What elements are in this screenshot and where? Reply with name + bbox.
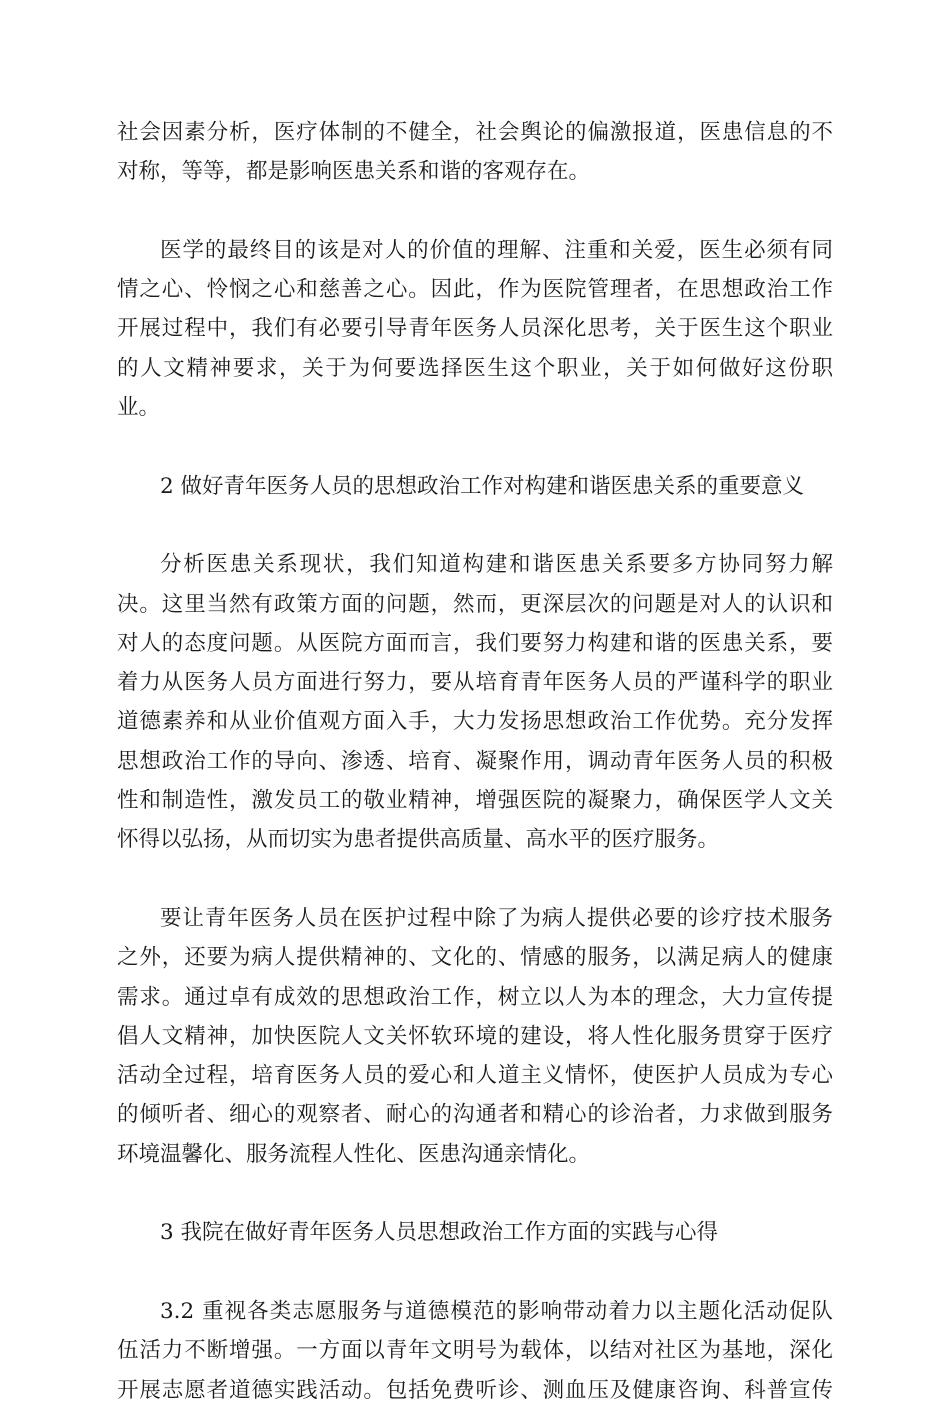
text-line: 社会因素分析，医疗体制的不健全，社会舆论的偏激报道，医患信息的不 <box>117 120 833 145</box>
text-line: 决。这里当然有政策方面的问题，然而，更深层次的问题是对人的认识和 <box>117 591 833 617</box>
section-heading-2 <box>117 467 833 506</box>
text-line: 的人文精神要求，关于为何要选择医生这个职业，关于如何做好这份职 <box>117 355 833 381</box>
text-line: 怀得以弘扬，从而切实为患者提供高质量、高水平的医疗服务。 <box>117 827 720 853</box>
text-line: 活动全过程，培育医务人员的爱心和人道主义情怀，使医护人员成为专心 <box>117 1063 833 1089</box>
text-line: 开展志愿者道德实践活动。包括免费听诊、测血压及健康咨询、科普宣传 <box>117 1377 833 1403</box>
paragraph-5 <box>117 1292 833 1410</box>
text-line: 业。 <box>117 395 161 421</box>
paragraph-2 <box>117 231 833 427</box>
text-line: 之外，还要为病人提供精神的、文化的、情感的服务，以满足病人的健康 <box>117 945 833 971</box>
paragraph-4 <box>117 899 833 1174</box>
text-line: 伍活力不断增强。一方面以青年文明号为载体，以结对社区为基地，深化 <box>117 1338 833 1364</box>
text-line: 性和制造性，激发员工的敬业精神，增强医院的凝聚力，确保医学人文关 <box>117 788 833 814</box>
text-line: 着力从医务人员方面进行努力，要从培育青年医务人员的严谨科学的职业 <box>117 670 833 696</box>
text-line: 需求。通过卓有成效的思想政治工作，树立以人为本的理念，大力宣传提 <box>117 984 833 1010</box>
paragraph-3 <box>117 545 833 859</box>
text-line: 开展过程中，我们有必要引导青年医务人员深化思考，关于医生这个职业 <box>117 316 833 342</box>
text-line: 要让青年医务人员在医护过程中除了为病人提供必要的诊疗技术服务 <box>160 905 833 931</box>
text-line: 分析医患关系现状，我们知道构建和谐医患关系要多方协同努力解 <box>160 552 833 578</box>
paragraph-1 <box>117 113 833 192</box>
section-heading-3 <box>117 1213 833 1252</box>
text-line: 医学的最终目的该是对人的价值的理解、注重和关爱，医生必须有同 <box>160 237 833 263</box>
text-line: 环境温馨化、服务流程人性化、医患沟通亲情化。 <box>117 1141 591 1167</box>
text-line: 情之心、怜悯之心和慈善之心。因此，作为医院管理者，在思想政治工作 <box>117 277 833 303</box>
text-line: 倡人文精神，加快医院人文关怀软环境的建设，将人性化服务贯穿于医疗 <box>117 1023 833 1049</box>
heading-line: 3 我院在做好青年医务人员思想政治工作方面的实践与心得 <box>160 1220 719 1246</box>
text-line: 对人的态度问题。从医院方面而言，我们要努力构建和谐的医患关系，要 <box>117 630 833 656</box>
heading-line: 2 做好青年医务人员的思想政治工作对构建和谐医患关系的重要意义 <box>160 473 805 499</box>
text-line: 思想政治工作的导向、渗透、培育、凝聚作用，调动青年医务人员的积极 <box>117 748 833 774</box>
text-line: 道德素养和从业价值观方面入手，大力发扬思想政治工作优势。充分发挥 <box>117 709 833 735</box>
text-line: 3.2 重视各类志愿服务与道德模范的影响带动着力以主题化活动促队 <box>160 1298 833 1324</box>
text-line: 的倾听者、细心的观察者、耐心的沟通者和精心的诊治者，力求做到服务 <box>117 1102 833 1128</box>
document-page <box>117 113 833 1410</box>
text-line: 对称，等等，都是影响医患关系和谐的客观存在。 <box>117 159 591 185</box>
